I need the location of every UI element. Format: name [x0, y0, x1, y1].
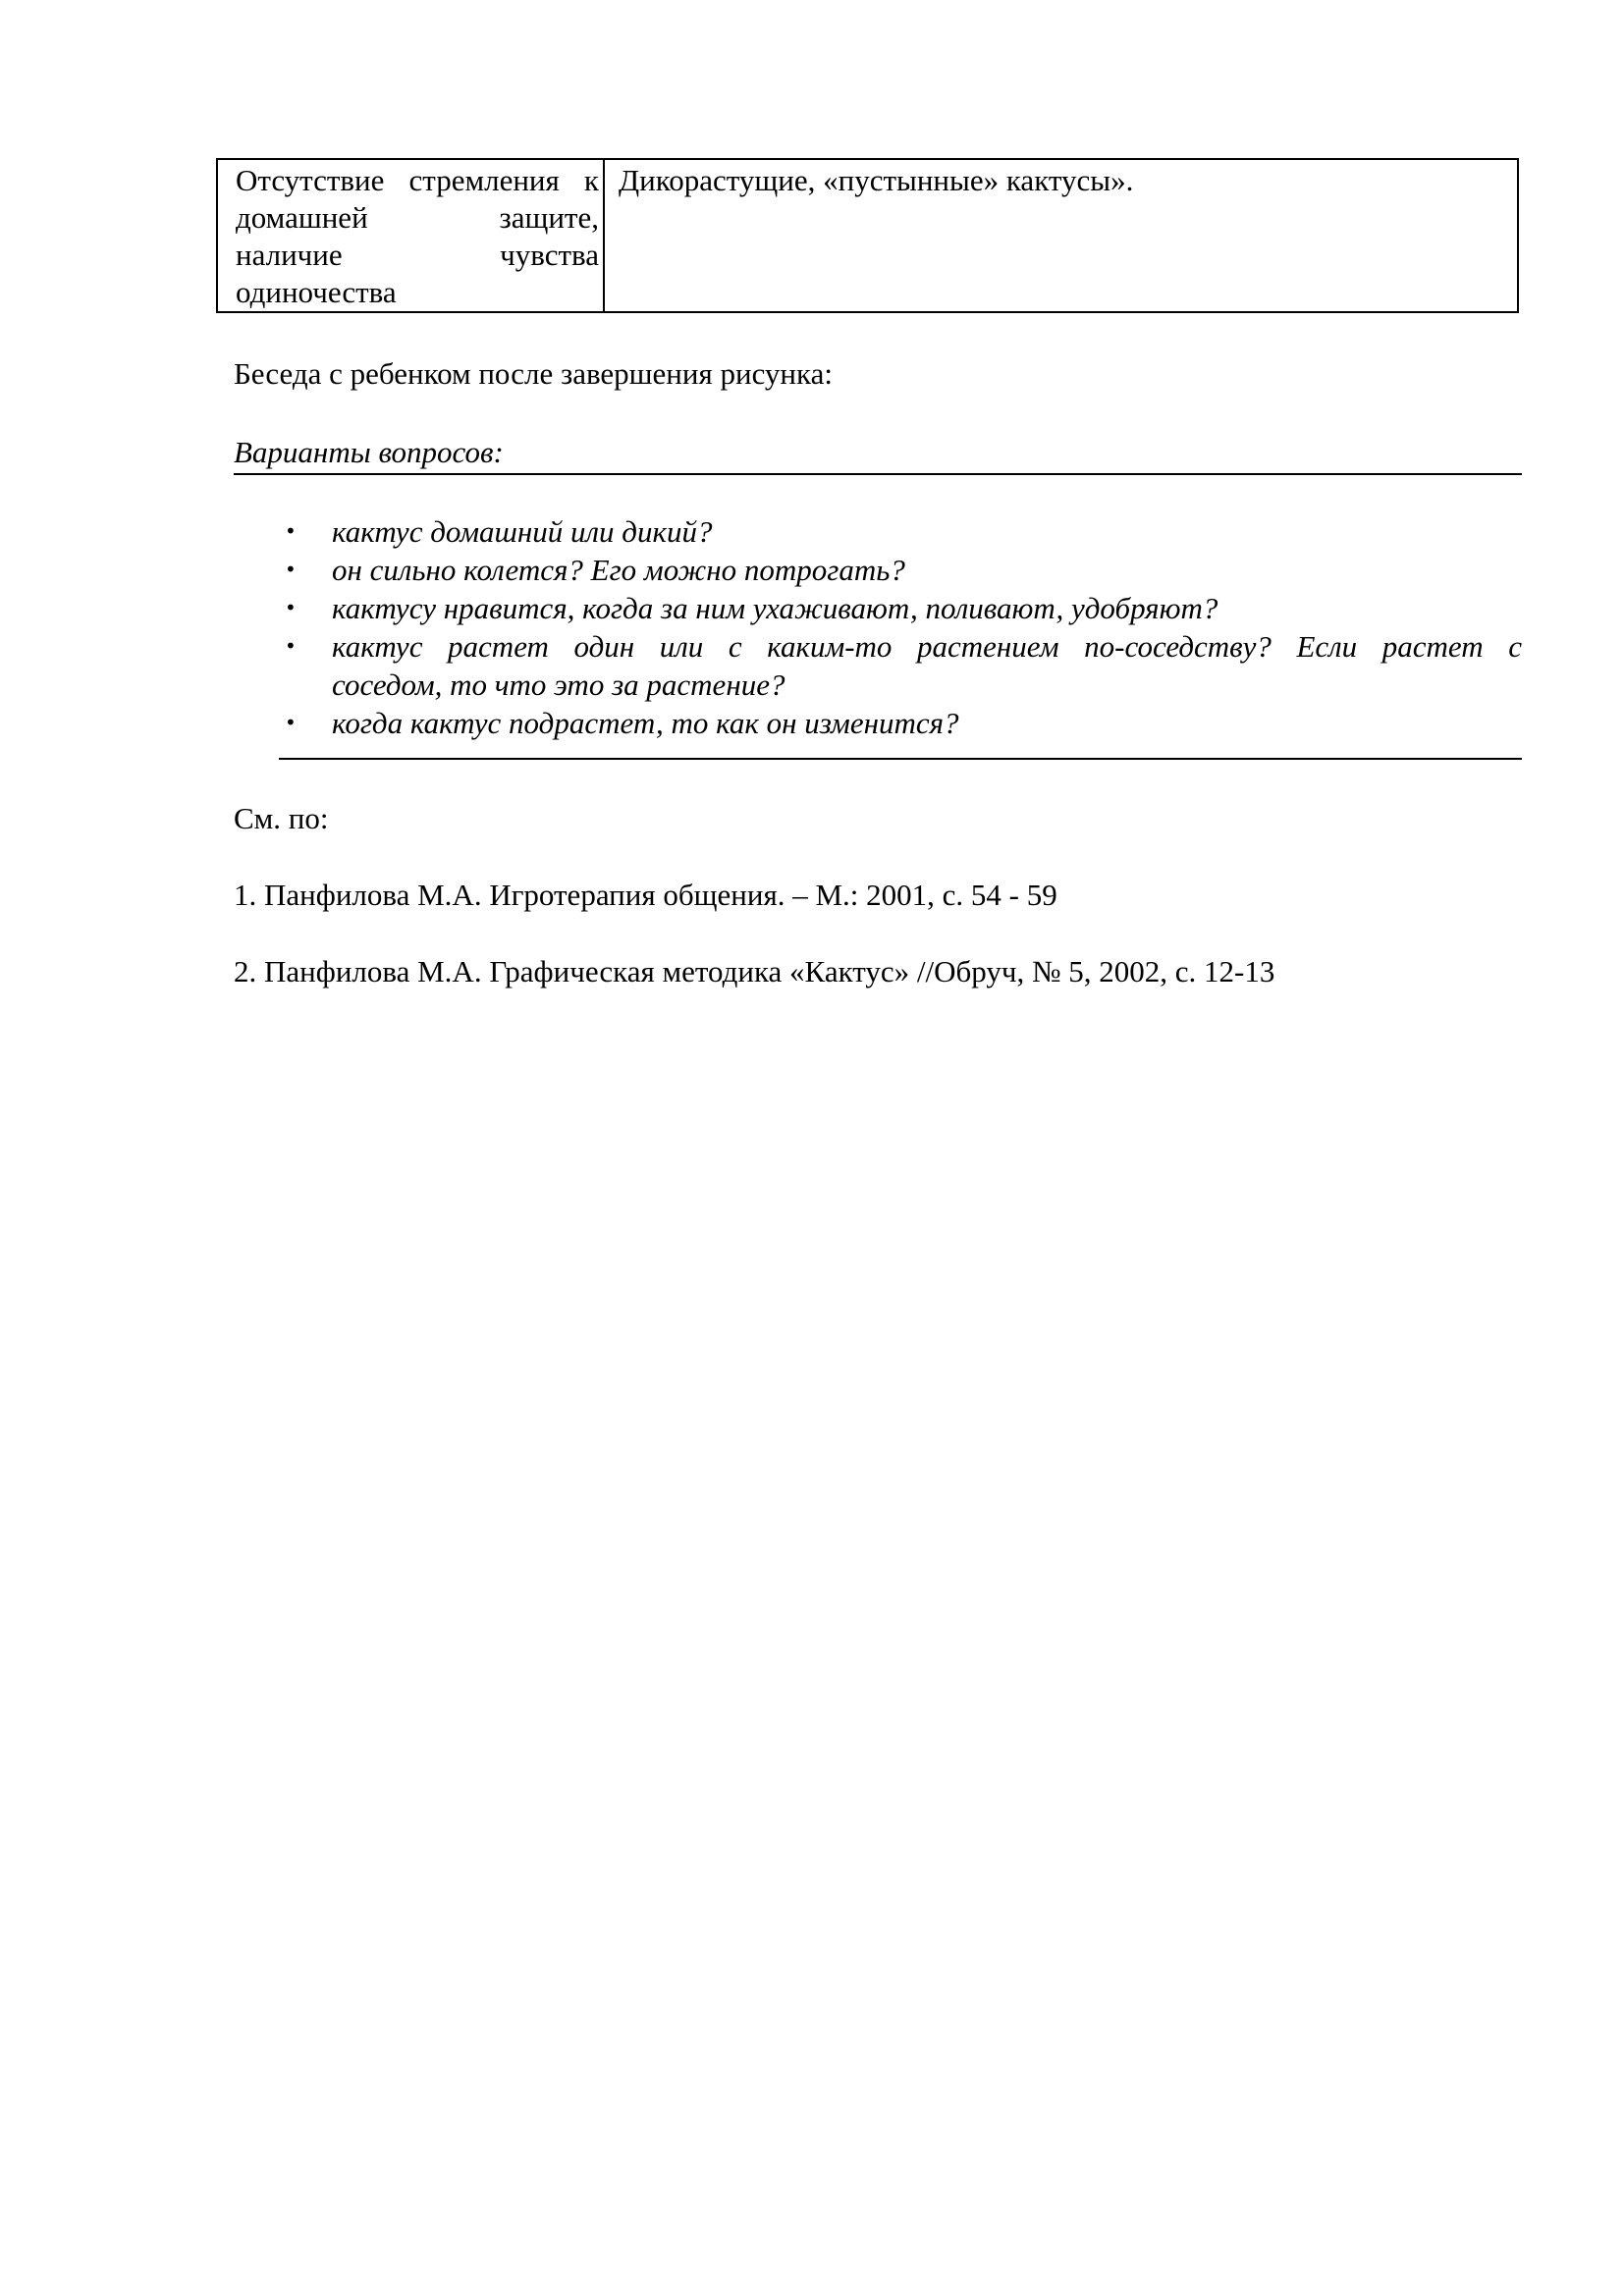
bullet-icon: • — [285, 519, 297, 543]
question-text: кактусу нравится, когда за ним ухаживают, поливают, удобряют? — [332, 591, 1218, 625]
reference-item: 2. Панфилова М.А. Графическая методика «Кактус» //Обруч, № 5, 2002, с. 12-13 — [234, 954, 1275, 988]
cell-text-line: Отсутствие стремления к — [236, 163, 599, 197]
list-item — [279, 627, 1522, 704]
cell-text-line: наличие чувства — [236, 238, 599, 272]
bullet-icon: • — [285, 596, 297, 619]
cell-text: Дикорастущие, «пустынные» кактусы». — [619, 163, 1134, 197]
table-row — [217, 159, 1518, 312]
conversation-intro: Беседа с ребенком после завершения рисунка: — [234, 356, 833, 391]
see-label: См. по: — [234, 801, 329, 835]
bullet-icon: • — [285, 558, 297, 581]
list-item — [279, 589, 1522, 627]
question-text: кактус растет один или с каким-то растением по-соседству? Если растет с — [332, 629, 1522, 664]
question-text: он сильно колется? Его можно потрогать? — [332, 553, 905, 587]
list-item — [279, 551, 1522, 589]
questions-heading: Варианты вопросов: — [234, 434, 1522, 475]
questions-list — [279, 512, 1522, 750]
question-text-continued: соседом, то что это за растение? — [332, 667, 785, 702]
list-item — [279, 704, 1522, 742]
question-text: кактус домашний или дикий? — [332, 514, 713, 549]
reference-item: 1. Панфилова М.А. Игротерапия общения. – М.: 2001, с. 54 - 59 — [234, 878, 1057, 912]
list-item — [279, 512, 1522, 551]
cell-text-line: одиночества — [236, 275, 397, 309]
interpretation-table — [216, 158, 1519, 313]
question-text: когда кактус подрастет, то как он изменится? — [332, 706, 959, 740]
cell-text-line: домашней защите, — [236, 200, 599, 235]
table-cell-indicator — [217, 159, 604, 312]
bullet-icon: • — [285, 634, 297, 658]
table-cell-description — [604, 159, 1518, 312]
bullet-icon: • — [285, 711, 297, 734]
list-bottom-rule — [279, 758, 1522, 760]
